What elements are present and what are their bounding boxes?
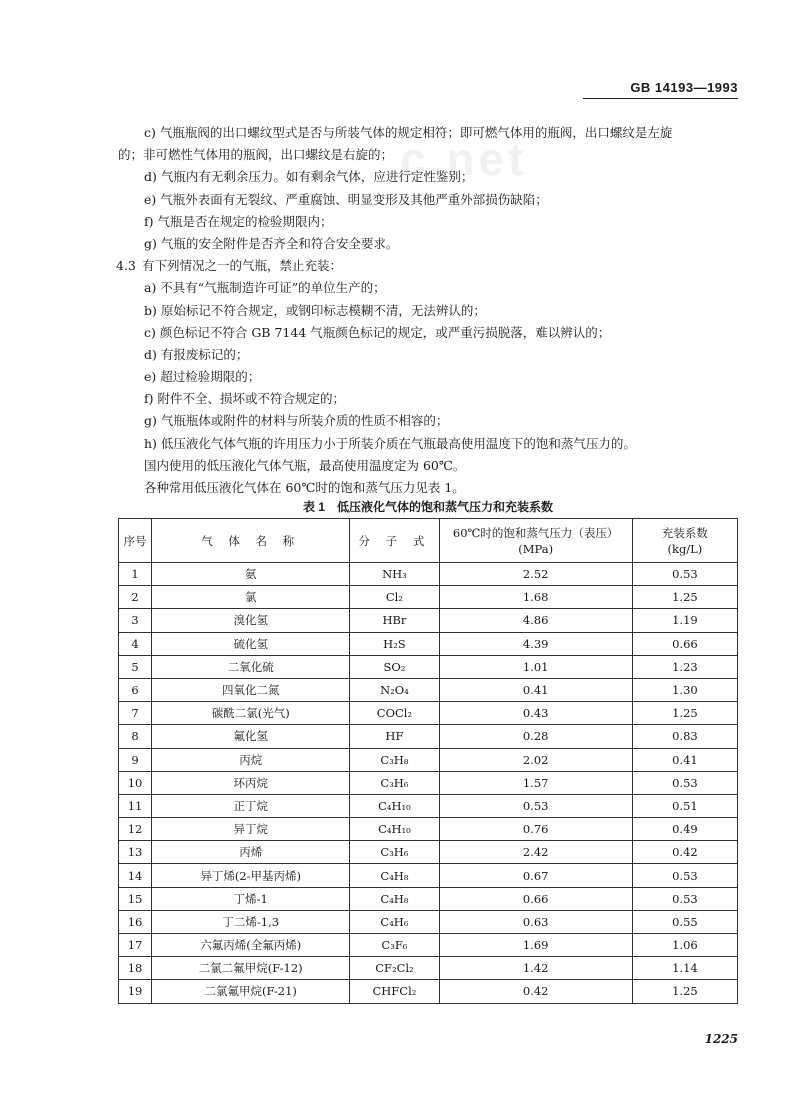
row-number-cell: 16 xyxy=(119,910,152,933)
fill-coefficient-cell: 0.83 xyxy=(632,725,737,748)
table-row xyxy=(119,678,738,701)
pressure-cell: 4.39 xyxy=(439,632,632,655)
pressure-cell: 4.86 xyxy=(439,609,632,632)
row-number-cell: 17 xyxy=(119,934,152,957)
formula-cell: CHFCl₂ xyxy=(350,980,439,1003)
fill-coefficient-cell: 1.25 xyxy=(632,980,737,1003)
table-row xyxy=(119,702,738,725)
gas-name-cell: 丁烯-1 xyxy=(152,887,350,910)
pressure-cell: 0.67 xyxy=(439,864,632,887)
gas-name-cell: 正丁烷 xyxy=(152,794,350,817)
table-row xyxy=(119,818,738,841)
formula-cell: COCl₂ xyxy=(350,702,439,725)
paragraph-line: c) 气瓶瓶阀的出口螺纹型式是否与所装气体的规定相符；即可燃气体用的瓶阀，出口螺纹是左旋 xyxy=(144,125,673,140)
section-number: 4.3 xyxy=(116,258,136,274)
header-coef-unit: (kg/L) xyxy=(667,541,703,556)
table-row xyxy=(119,609,738,632)
fill-coefficient-cell: 0.41 xyxy=(632,748,737,771)
header-fill-coefficient xyxy=(632,519,737,563)
formula-cell: C₄H₈ xyxy=(350,864,439,887)
table-row xyxy=(119,864,738,887)
section-text: 有下列情况之一的气瓶，禁止充装： xyxy=(142,258,343,274)
fill-coefficient-cell: 1.06 xyxy=(632,934,737,957)
formula-cell: C₃H₈ xyxy=(350,748,439,771)
gas-name-cell: 环丙烷 xyxy=(152,771,350,794)
row-number-cell: 1 xyxy=(119,563,152,586)
table-row xyxy=(119,655,738,678)
fill-coefficient-cell: 0.53 xyxy=(632,864,737,887)
pressure-cell: 1.69 xyxy=(439,934,632,957)
gas-name-cell: 氟化氢 xyxy=(152,725,350,748)
paragraph-line: a) 不具有“气瓶制造许可证”的单位生产的； xyxy=(144,280,386,296)
row-number-cell: 4 xyxy=(119,632,152,655)
table-title: 表 1 低压液化气体的饱和蒸气压力和充装系数 xyxy=(302,500,553,514)
fill-coefficient-cell: 1.14 xyxy=(632,957,737,980)
pressure-cell: 1.57 xyxy=(439,771,632,794)
paragraph-line: 各种常用低压液化气体在 60℃时的饱和蒸气压力见表 1。 xyxy=(144,480,465,495)
body-text xyxy=(118,122,743,499)
header-formula: 分 子 式 xyxy=(350,519,439,563)
formula-cell: HBr xyxy=(350,609,439,632)
gas-name-cell: 溴化氢 xyxy=(152,609,350,632)
formula-cell: C₃H₆ xyxy=(350,841,439,864)
header-pressure-unit: (MPa) xyxy=(518,541,554,556)
paragraph-line: 国内使用的低压液化气体气瓶，最高使用温度定为 60℃。 xyxy=(144,457,466,473)
gas-name-cell: 硫化氢 xyxy=(152,632,350,655)
header-no: 序号 xyxy=(119,519,152,563)
pressure-cell: 2.42 xyxy=(439,841,632,864)
fill-coefficient-cell: 1.30 xyxy=(632,678,737,701)
pressure-cell: 0.76 xyxy=(439,818,632,841)
table-row xyxy=(119,794,738,817)
row-number-cell: 9 xyxy=(119,748,152,771)
formula-cell: N₂O₄ xyxy=(350,678,439,701)
page-number: 1225 xyxy=(704,1032,738,1046)
row-number-cell: 10 xyxy=(119,771,152,794)
gas-name-cell: 异丁烷 xyxy=(152,818,350,841)
paragraph-line: e) 超过检验期限的； xyxy=(144,369,261,385)
row-number-cell: 18 xyxy=(119,957,152,980)
paragraph-line: h) 低压液化气体气瓶的许用压力小于所装介质在气瓶最高使用温度下的饱和蒸气压力的。 xyxy=(144,435,636,451)
pressure-cell: 0.43 xyxy=(439,702,632,725)
row-number-cell: 11 xyxy=(119,794,152,817)
gas-name-cell: 丁二烯-1,3 xyxy=(152,910,350,933)
row-number-cell: 5 xyxy=(119,655,152,678)
fill-coefficient-cell: 0.53 xyxy=(632,771,737,794)
gas-name-cell: 丙烷 xyxy=(152,748,350,771)
header-rule xyxy=(583,98,738,99)
fill-coefficient-cell: 0.53 xyxy=(632,563,737,586)
pressure-cell: 0.42 xyxy=(439,980,632,1003)
row-number-cell: 15 xyxy=(119,887,152,910)
pressure-cell: 0.63 xyxy=(439,910,632,933)
fill-coefficient-cell: 0.51 xyxy=(632,794,737,817)
fill-coefficient-cell: 0.53 xyxy=(632,887,737,910)
paragraph-line: 的；非可燃性气体用的瓶阀，出口螺纹是右旋的； xyxy=(118,147,394,163)
fill-coefficient-cell: 0.42 xyxy=(632,841,737,864)
paragraph-line: g) 气瓶的安全附件是否齐全和符合安全要求。 xyxy=(144,235,399,251)
formula-cell: C₄H₆ xyxy=(350,910,439,933)
table-row xyxy=(119,934,738,957)
gas-name-cell: 丙烯 xyxy=(152,841,350,864)
watermark: c.net xyxy=(400,133,528,185)
formula-cell: Cl₂ xyxy=(350,586,439,609)
pressure-cell: 0.41 xyxy=(439,678,632,701)
header-coef-line1: 充装系数 xyxy=(661,525,708,540)
paragraph-line: b) 原始标记不符合规定，或钢印标志模糊不清，无法辨认的； xyxy=(144,302,486,318)
fill-coefficient-cell: 0.66 xyxy=(632,632,737,655)
pressure-cell: 1.42 xyxy=(439,957,632,980)
row-number-cell: 6 xyxy=(119,678,152,701)
table-row xyxy=(119,563,738,586)
gas-name-cell: 四氧化二氮 xyxy=(152,678,350,701)
pressure-cell: 1.68 xyxy=(439,586,632,609)
header-pressure xyxy=(439,519,632,563)
paragraph-line: d) 气瓶内有无剩余压力。如有剩余气体，应进行定性鉴别； xyxy=(144,169,474,185)
table-row xyxy=(119,748,738,771)
gas-name-cell: 氯 xyxy=(152,586,350,609)
fill-coefficient-cell: 0.49 xyxy=(632,818,737,841)
table-row xyxy=(119,586,738,609)
row-number-cell: 2 xyxy=(119,586,152,609)
table-row xyxy=(119,841,738,864)
pressure-cell: 0.53 xyxy=(439,794,632,817)
formula-cell: C₃F₆ xyxy=(350,934,439,957)
row-number-cell: 13 xyxy=(119,841,152,864)
fill-coefficient-cell: 1.23 xyxy=(632,655,737,678)
table-header-row xyxy=(119,519,738,563)
pressure-cell: 0.28 xyxy=(439,725,632,748)
pressure-cell: 1.01 xyxy=(439,655,632,678)
table-row xyxy=(119,980,738,1003)
formula-cell: H₂S xyxy=(350,632,439,655)
paragraph-line: f) 气瓶是否在规定的检验期限内； xyxy=(144,213,333,229)
row-number-cell: 19 xyxy=(119,980,152,1003)
gas-name-cell: 碳酰二氯(光气) xyxy=(152,702,350,725)
paragraph-line: c) 颜色标记不符合 GB 7144 气瓶颜色标记的规定，或严重污损脱落，难以辨认的； xyxy=(144,324,611,340)
table-row xyxy=(119,957,738,980)
pressure-cell: 2.02 xyxy=(439,748,632,771)
formula-cell: HF xyxy=(350,725,439,748)
gas-name-cell: 二氧化硫 xyxy=(152,655,350,678)
table-row xyxy=(119,887,738,910)
standard-number: GB 14193—1993 xyxy=(630,80,738,95)
fill-coefficient-cell: 1.25 xyxy=(632,702,737,725)
formula-cell: SO₂ xyxy=(350,655,439,678)
table-row xyxy=(119,725,738,748)
pressure-cell: 0.66 xyxy=(439,887,632,910)
fill-coefficient-cell: 0.55 xyxy=(632,910,737,933)
gas-pressure-table xyxy=(118,518,738,1004)
formula-cell: C₄H₁₀ xyxy=(350,794,439,817)
fill-coefficient-cell: 1.19 xyxy=(632,609,737,632)
paragraph-line: g) 气瓶瓶体或附件的材料与所装介质的性质不相容的； xyxy=(144,413,449,429)
fill-coefficient-cell: 1.25 xyxy=(632,586,737,609)
table-row xyxy=(119,910,738,933)
formula-cell: C₄H₁₀ xyxy=(350,818,439,841)
formula-cell: C₄H₈ xyxy=(350,887,439,910)
gas-name-cell: 二氯氟甲烷(F-21) xyxy=(152,980,350,1003)
section-heading xyxy=(116,255,743,277)
table-row xyxy=(119,771,738,794)
row-number-cell: 14 xyxy=(119,864,152,887)
row-number-cell: 3 xyxy=(119,609,152,632)
formula-cell: C₃H₆ xyxy=(350,771,439,794)
formula-cell: NH₃ xyxy=(350,563,439,586)
header-pressure-line1: 60℃时的饱和蒸气压力（表压） xyxy=(452,525,619,540)
gas-name-cell: 氨 xyxy=(152,563,350,586)
gas-name-cell: 二氯二氟甲烷(F-12) xyxy=(152,957,350,980)
header-gas-name: 气 体 名 称 xyxy=(152,519,350,563)
row-number-cell: 8 xyxy=(119,725,152,748)
row-number-cell: 12 xyxy=(119,818,152,841)
table-row xyxy=(119,632,738,655)
paragraph-line: d) 有报废标记的； xyxy=(144,346,249,362)
pressure-cell: 2.52 xyxy=(439,563,632,586)
gas-name-cell: 异丁烯(2-甲基丙烯) xyxy=(152,864,350,887)
gas-name-cell: 六氟丙烯(全氟丙烯) xyxy=(152,934,350,957)
paragraph-line: e) 气瓶外表面有无裂纹、严重腐蚀、明显变形及其他严重外部损伤缺陷； xyxy=(144,191,548,207)
formula-cell: CF₂Cl₂ xyxy=(350,957,439,980)
paragraph-line: f) 附件不全、损坏或不符合规定的； xyxy=(144,391,345,407)
row-number-cell: 7 xyxy=(119,702,152,725)
